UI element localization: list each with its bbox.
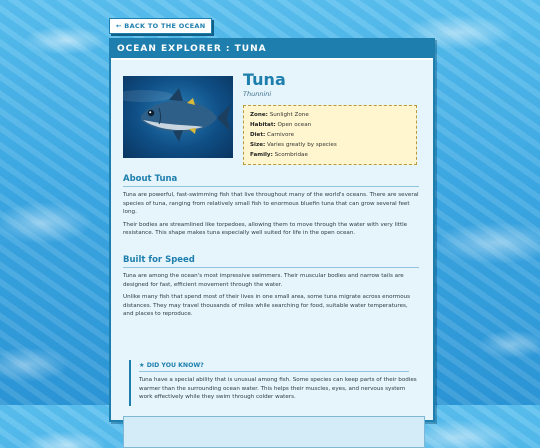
section-speed	[123, 255, 419, 323]
section-about-paragraph-1: Tuna are powerful, fast-swimming fish that live throughout many of the world's oceans. There are several species of tuna, ranging from relatively small fish to enormous bluefin tuna that can grow several feet long.	[123, 192, 419, 215]
species-panel	[109, 38, 435, 422]
fact-diet: Diet: Carnivore	[250, 132, 295, 138]
species-name: Tuna	[243, 70, 286, 89]
species-scientific-name: Thunnini	[243, 90, 272, 98]
panel-title: OCEAN EXPLORER : TUNA	[111, 40, 433, 60]
section-about-paragraph-2: Their bodies are streamlined like torpedoes, allowing them to move through the water with very little resistance. This shape makes tuna especially well suited for life in the open ocean.	[123, 221, 408, 236]
did-you-know-title: ★ DID YOU KNOW?	[139, 362, 204, 369]
section-speed-paragraph-1: Tuna are among the ocean's most impressive swimmers. Their muscular bodies and narrow tails are designed for fast, efficient movement through the water.	[123, 273, 404, 288]
fact-zone: Zone: Sunlight Zone	[250, 112, 309, 118]
fact-size: Size: Varies greatly by species	[250, 142, 337, 148]
section-about-title: About Tuna	[123, 174, 419, 187]
did-you-know-text: Tuna have a special ability that is unusual among fish. Some species can keep parts of their bodies warmer than the surrounding ocean water. This helps their muscles, eyes, and nervous system work effectively while they swim through colder waters.	[139, 377, 417, 400]
section-speed-title: Built for Speed	[123, 255, 419, 268]
back-to-ocean-button[interactable]: ← BACK TO THE OCEAN	[109, 18, 212, 34]
next-content-box	[123, 416, 425, 448]
section-speed-paragraph-2: Unlike many fish that spend most of their lives in one small area, some tuna migrate across enormous distances. They may travel thousands of miles while searching for food, suitable water temperatures, and places to reproduce.	[123, 294, 411, 317]
species-facts-box	[243, 105, 417, 165]
did-you-know-callout	[129, 360, 419, 406]
section-about	[123, 174, 419, 242]
tuna-photo	[123, 76, 233, 158]
did-you-know-divider	[139, 371, 409, 372]
fact-habitat: Habitat: Open ocean	[250, 122, 312, 128]
fact-family: Family: Scombridae	[250, 152, 308, 158]
